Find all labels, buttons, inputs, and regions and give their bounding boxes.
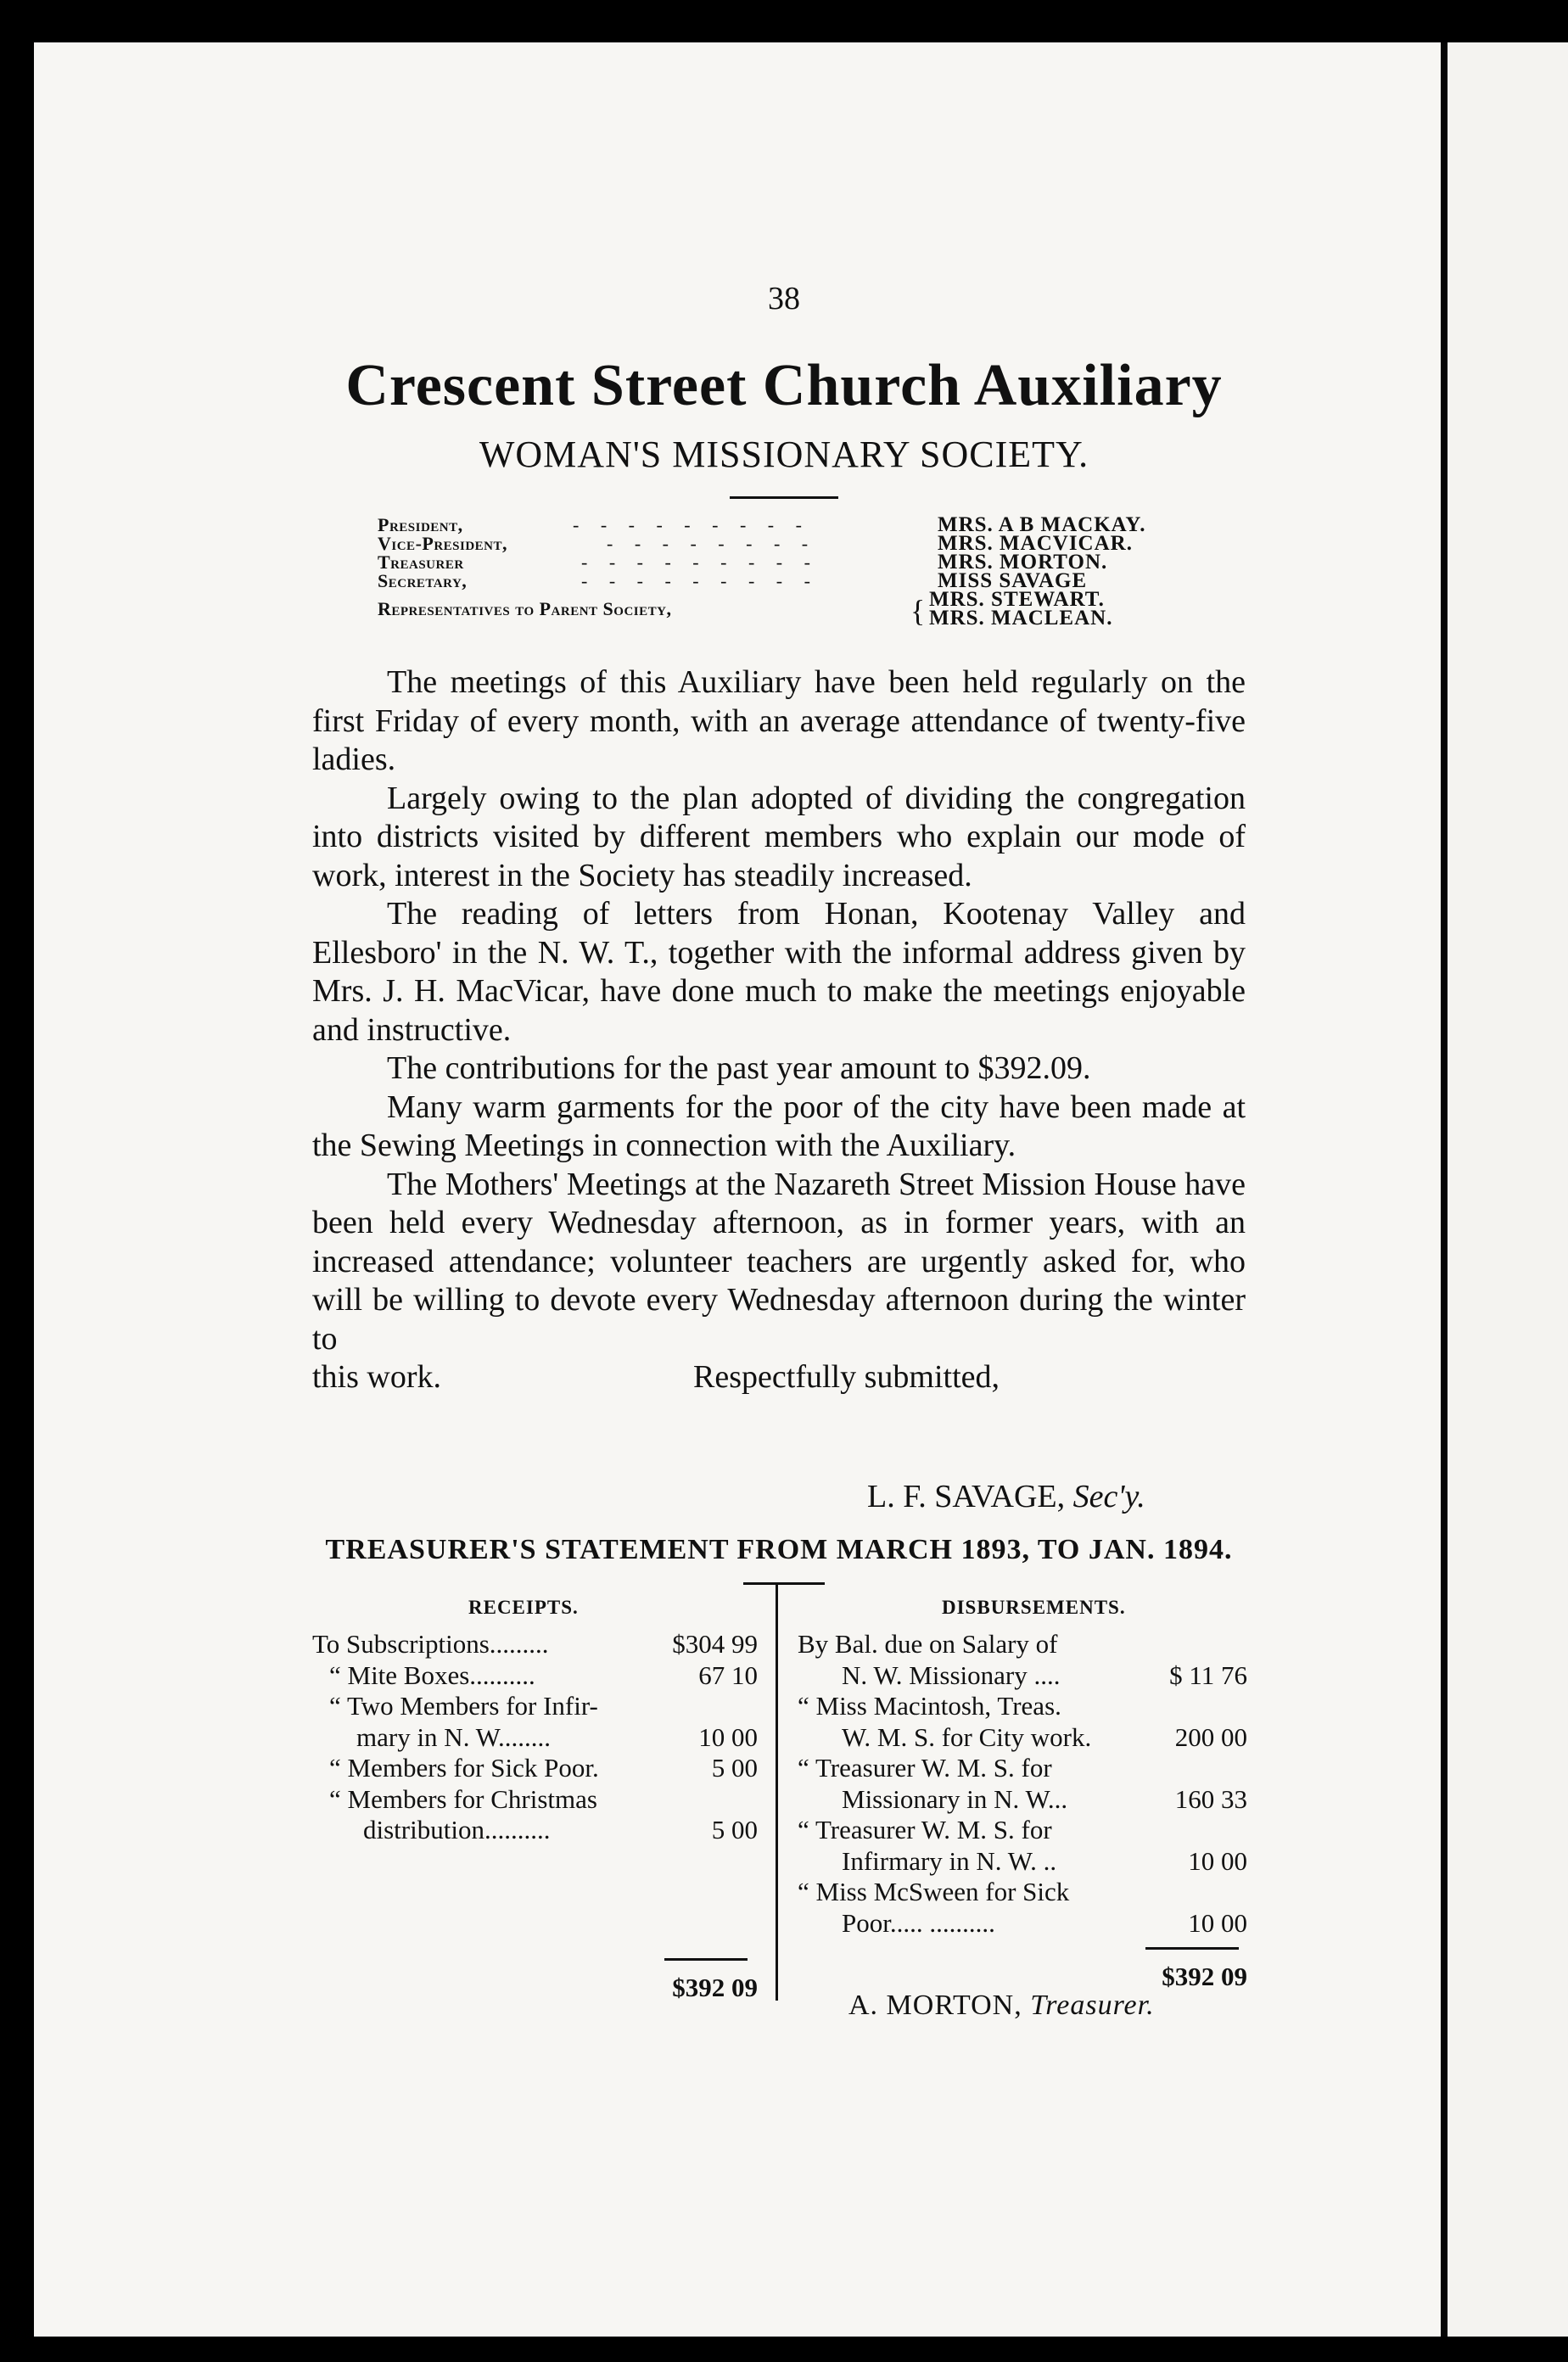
- disbursements-total: $392 09: [1162, 1962, 1247, 1991]
- receipt-row: [312, 1722, 758, 1754]
- receipt-text: “ Two Members for Infir-: [329, 1691, 598, 1721]
- disbursements-total-row: [798, 1962, 1247, 1993]
- paragraph: The Mothers' Meetings at the Nazareth Street Mission House have been held every Wednesday afternoon, as in former years, with an increased attendance; volunteer teachers are urgently asked for, who will be willing to devote every Wednesday afternoon during the winter to: [312, 1166, 1246, 1357]
- receipt-text: To Subscriptions.........: [312, 1629, 549, 1659]
- officer-label: Secretary,: [378, 570, 468, 591]
- disbursement-text: “ Miss McSween for Sick: [798, 1877, 1070, 1906]
- officer-label: Vice-President,: [378, 533, 508, 554]
- officer-label: President,: [378, 514, 463, 535]
- treasurer-role: Treasurer.: [1030, 1990, 1155, 2021]
- receipt-text: “ Members for Sick Poor.: [329, 1753, 599, 1783]
- receipts-column: [312, 1629, 758, 2003]
- representatives-label: Representatives to Parent Society,: [378, 598, 672, 619]
- respectfully-submitted: Respectfully submitted,: [693, 1359, 1000, 1395]
- officer-label: Treasurer: [378, 551, 464, 573]
- disbursement-amount: 10 00: [1188, 1907, 1247, 1938]
- receipt-row: [312, 1753, 758, 1784]
- column-divider: [776, 1585, 778, 2001]
- brace-glyph: {: [910, 594, 926, 628]
- page-number: 38: [768, 281, 800, 316]
- receipt-amount: 67 10: [698, 1660, 758, 1690]
- page-title: Crescent Street Church Auxiliary: [345, 353, 1223, 418]
- disbursement-row: [798, 1846, 1247, 1878]
- receipt-amount: 5 00: [711, 1815, 758, 1844]
- disbursement-amount: 200 00: [1174, 1721, 1247, 1752]
- disbursement-row: [798, 1784, 1247, 1816]
- disbursements-column: [798, 1629, 1247, 1993]
- disbursement-text: W. M. S. for City work.: [842, 1721, 1092, 1752]
- secretary-name: L. F. SAVAGE,: [867, 1479, 1066, 1514]
- disbursement-text: Poor..... ..........: [842, 1907, 995, 1938]
- officer-name: MRS. A B MACKAY.: [938, 513, 1146, 536]
- receipts-total-rule: [664, 1958, 748, 1961]
- receipt-row: [312, 1815, 758, 1846]
- closing-line: [312, 1358, 1246, 1397]
- receipts-total: $392 09: [672, 1972, 758, 2002]
- page-subtitle: WOMAN'S MISSIONARY SOCIETY.: [479, 434, 1089, 475]
- disbursement-amount: $ 11 76: [1169, 1660, 1247, 1690]
- disbursement-row: [798, 1815, 1247, 1846]
- report-body: [312, 663, 1246, 1397]
- receipts-heading: RECEIPTS.: [468, 1597, 579, 1618]
- disbursements-heading: DISBURSEMENTS.: [942, 1597, 1126, 1618]
- officer-name: MISS SAVAGE: [938, 569, 1088, 592]
- treasurer-signature: [848, 1990, 1155, 2022]
- disbursement-row: [798, 1629, 1247, 1660]
- secretary-signature: [867, 1478, 1145, 1515]
- officer-name: MRS. MACVICAR.: [938, 532, 1133, 555]
- disbursement-text: “ Treasurer W. M. S. for: [798, 1815, 1052, 1844]
- disbursement-amount: 10 00: [1188, 1845, 1247, 1876]
- representative-name: MRS. STEWART.: [929, 588, 1105, 611]
- leader-dots: - - - - - - - -: [607, 533, 817, 554]
- paragraph: The meetings of this Auxiliary have been held regularly on the first Friday of every month, with an average attendance of twenty-five ladies.: [312, 664, 1246, 777]
- treasurer-name: A. MORTON,: [848, 1990, 1022, 2021]
- receipt-amount: 10 00: [698, 1721, 758, 1752]
- disbursement-text: Missionary in N. W...: [842, 1783, 1068, 1814]
- leader-dots: - - - - - - - - -: [581, 551, 819, 573]
- officer-row: [378, 553, 1226, 572]
- receipts-total-row: [312, 1973, 758, 2004]
- closing-words: this work.: [312, 1359, 441, 1395]
- paragraph: The reading of letters from Honan, Kootenay Valley and Ellesboro' in the N. W. T., together with the informal address given by Mrs. J. H. MacVicar, have done much to make the meetings enjoyable and instructive.: [312, 896, 1246, 1048]
- disbursement-row: [798, 1908, 1247, 1939]
- leader-dots: - - - - - - - - -: [581, 570, 819, 591]
- paragraph: Largely owing to the plan adopted of dividing the congregation into districts visited by different members who explain our mode of work, interest in the Society has steadily increased.: [312, 780, 1246, 893]
- receipt-text: distribution..........: [363, 1815, 551, 1844]
- officer-name: MRS. MORTON.: [938, 551, 1108, 574]
- receipt-text: “ Mite Boxes..........: [329, 1660, 535, 1690]
- receipt-text: mary in N. W........: [356, 1721, 552, 1752]
- disbursement-text: Infirmary in N. W. ..: [842, 1845, 1057, 1876]
- receipt-text: “ Members for Christmas: [329, 1783, 597, 1814]
- disbursement-row: [798, 1877, 1247, 1908]
- disbursement-row: [798, 1753, 1247, 1784]
- receipt-amount: 5 00: [711, 1753, 758, 1783]
- receipt-row: [312, 1784, 758, 1816]
- paragraph: The contributions for the past year amount to $392.09.: [387, 1050, 1091, 1086]
- disbursement-row: [798, 1660, 1247, 1692]
- receipt-row: [312, 1660, 758, 1692]
- disbursement-text: By Bal. due on Salary of: [798, 1629, 1058, 1659]
- receipt-row: [312, 1629, 758, 1660]
- disbursements-total-rule: [1145, 1947, 1239, 1950]
- statement-title: TREASURER'S STATEMENT FROM MARCH 1893, TO JAN. 1894.: [325, 1534, 1233, 1565]
- officers-list: [378, 513, 1226, 630]
- disbursement-text: “ Treasurer W. M. S. for: [798, 1753, 1052, 1783]
- disbursement-row: [798, 1722, 1247, 1754]
- disbursement-text: “ Miss Macintosh, Treas.: [798, 1691, 1061, 1721]
- disbursement-row: [798, 1691, 1247, 1722]
- secretary-role: Sec'y.: [1072, 1479, 1145, 1514]
- representative-name: MRS. MACLEAN.: [929, 607, 1113, 630]
- receipt-row: [312, 1691, 758, 1722]
- representatives-row: [378, 590, 1226, 628]
- leader-dots: - - - - - - - - -: [573, 514, 810, 535]
- paragraph: Many warm garments for the poor of the city have been made at the Sewing Meetings in connection with the Auxiliary.: [312, 1089, 1246, 1163]
- title-rule: [730, 496, 838, 499]
- disbursement-text: N. W. Missionary ....: [842, 1660, 1061, 1690]
- receipt-amount: $304 99: [672, 1629, 758, 1659]
- statement-rule: [743, 1582, 825, 1585]
- disbursement-amount: 160 33: [1174, 1783, 1247, 1814]
